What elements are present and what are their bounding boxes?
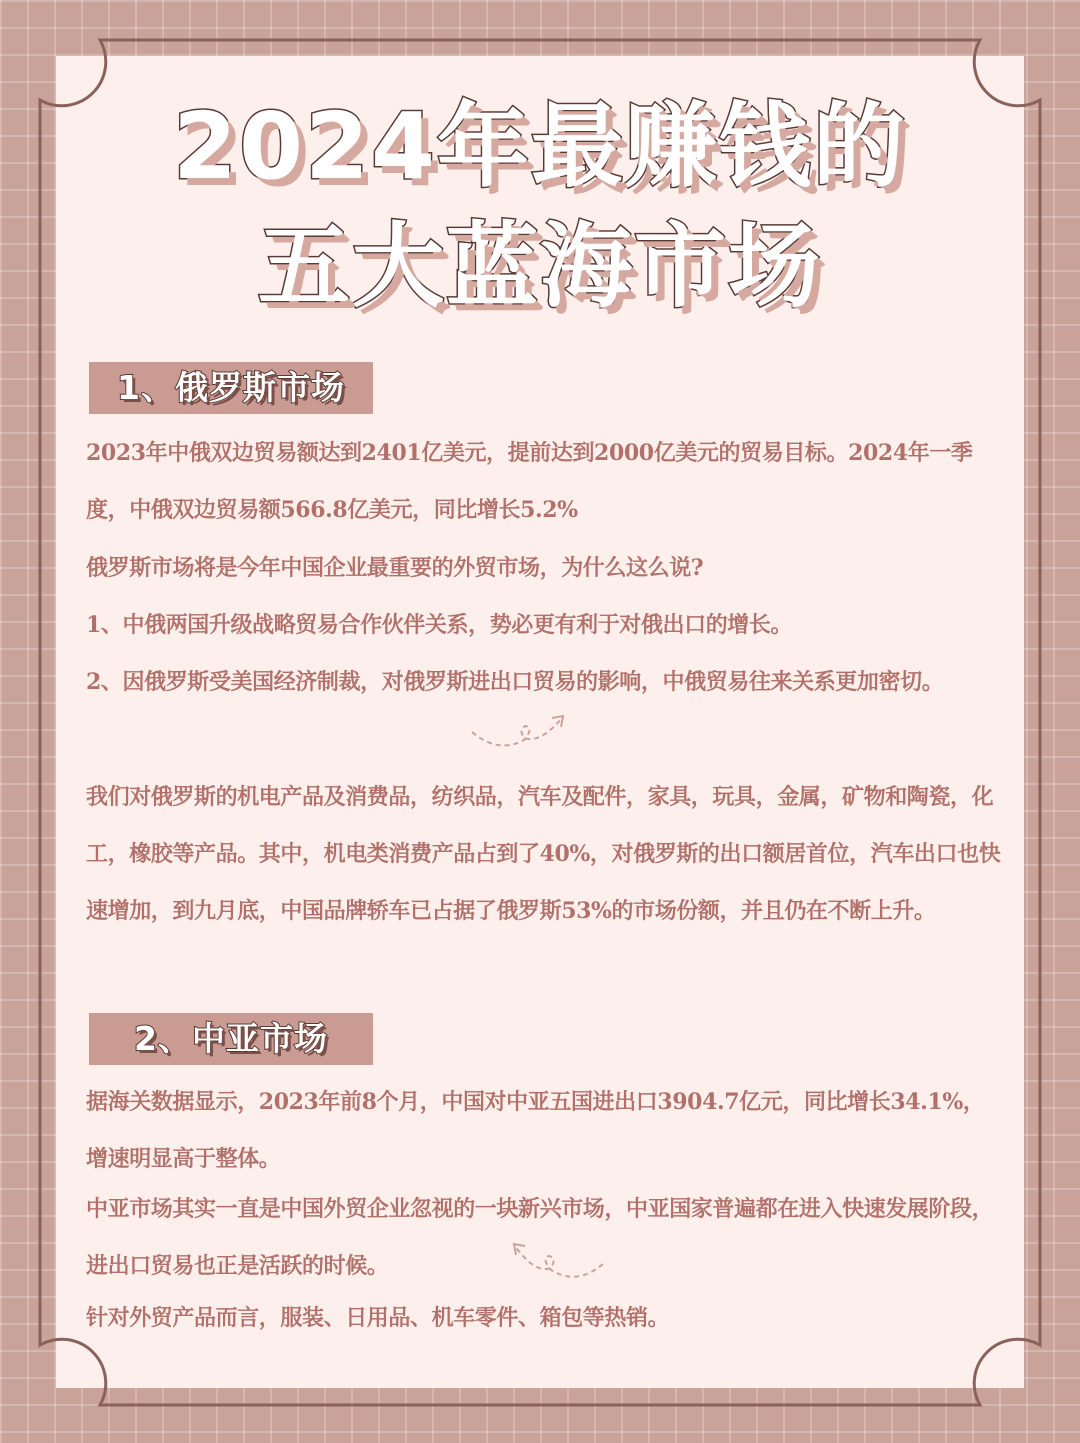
paragraph: 1、中俄两国升级战略贸易合作伙伴关系，势必更有利于对俄出口的增长。 xyxy=(86,612,793,638)
paragraph: 俄罗斯市场将是今年中国企业最重要的外贸市场，为什么这么说? xyxy=(86,555,704,581)
paragraph: 中亚市场其实一直是中国外贸企业忽视的一块新兴市场，中亚国家普遍都在进入快速发展阶段，进出口贸易也正是活跃的时候。 xyxy=(86,1196,994,1279)
paragraph: 针对外贸产品而言，服装、日用品、机车零件、箱包等热销。 xyxy=(86,1305,670,1331)
paragraph: 2、因俄罗斯受美国经济制裁，对俄罗斯进出口贸易的影响，中俄贸易往来关系更加密切。 xyxy=(86,669,944,695)
section-heading-central-asia: 2、中亚市场 xyxy=(89,1013,373,1065)
section-heading-russia: 1、俄罗斯市场 xyxy=(89,362,373,414)
page-title-line1: 2024年最赚钱的 xyxy=(172,93,908,200)
page-title-line2: 五大蓝海市场 xyxy=(257,213,822,320)
paragraph: 据海关数据显示，2023年前8个月，中国对中亚五国进出口3904.7亿元，同比增长34.1%，增速明显高于整体。 xyxy=(86,1089,985,1172)
paragraph: 我们对俄罗斯的机电产品及消费品，纺织品，汽车及配件，家具，玩具，金属，矿物和陶瓷，化工，橡胶等产品。其中，机电类消费产品占到了40%，对俄罗斯的出口额居首位，汽车出口也快速增加，到九月底，中国品牌轿车已占据了俄罗斯53%的市场份额，并且仍在不断上升。 xyxy=(86,784,1001,924)
paragraph: 2023年中俄双边贸易额达到2401亿美元，提前达到2000亿美元的贸易目标。2024年一季度，中俄双边贸易额566.8亿美元，同比增长5.2% xyxy=(86,440,973,523)
